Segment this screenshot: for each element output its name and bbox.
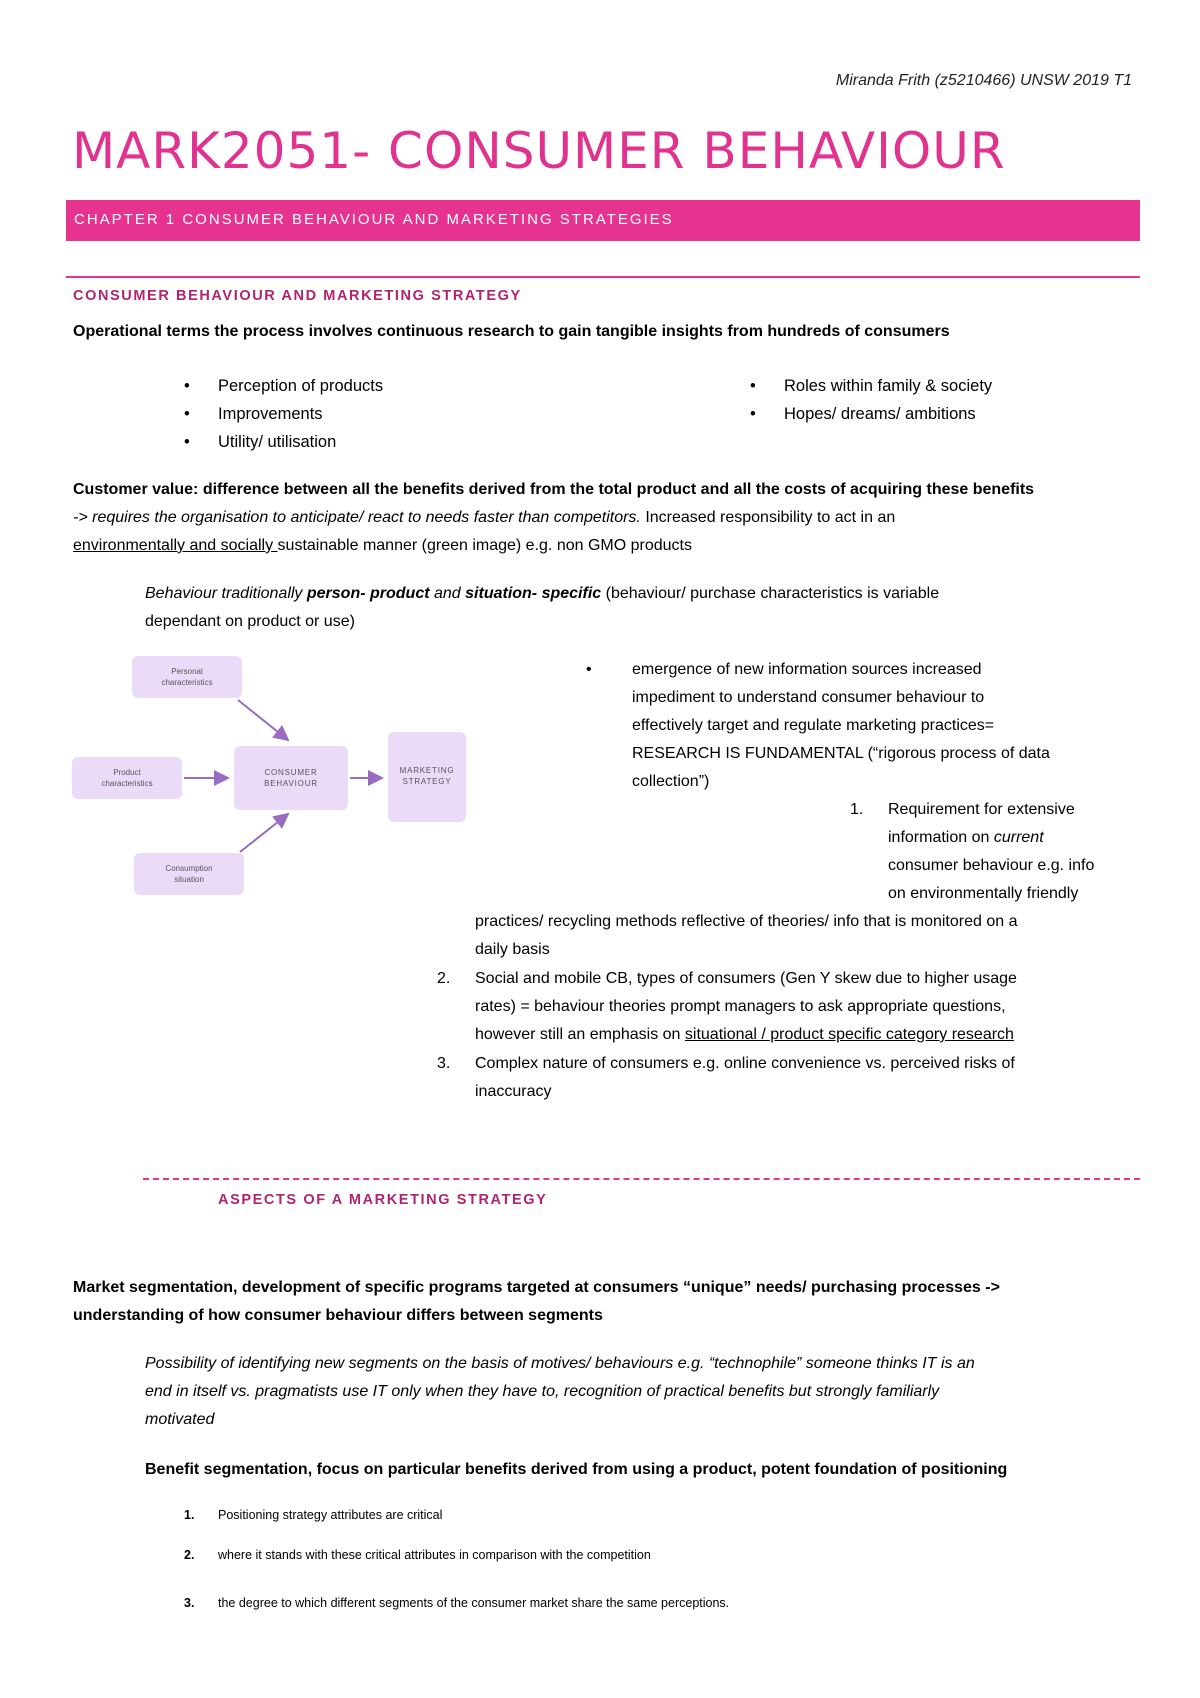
section-heading: CONSUMER BEHAVIOUR AND MARKETING STRATEGY — [73, 288, 522, 304]
item-line: rates) = behaviour theories prompt managers to ask appropriate questions, — [475, 998, 1006, 1015]
beh-bold-text: person- product — [306, 585, 430, 602]
cv-italic-text: -> requires the organisation to anticipate/ react to needs faster than competitors. — [73, 509, 641, 526]
cv-rest-text: Increased responsibility to act in an — [640, 509, 896, 526]
consumption-situation-box — [134, 853, 244, 895]
diagram-label: characteristics — [101, 779, 153, 788]
item-line: inaccuracy — [475, 1083, 552, 1100]
product-characteristics-box — [72, 757, 182, 799]
section-divider-dashed — [143, 1178, 1140, 1180]
cv-end-text: sustainable manner (green image) e.g. non GMO products — [277, 537, 692, 554]
possibility-paragraph — [145, 1350, 975, 1434]
bullet-line: effectively target and regulate marketing practices= — [632, 717, 995, 734]
arrow — [240, 814, 288, 852]
arrow — [238, 700, 288, 740]
list-item: • Hopes/ dreams/ ambitions — [750, 405, 976, 423]
intro-paragraph: Operational terms the process involves continuous research to gain tangible insights from hundreds of consumers — [73, 323, 950, 340]
list-item: • Perception of products — [184, 377, 384, 395]
paragraph-line: Market segmentation, development of specific programs targeted at consumers “unique” needs/ purchasing processes -> — [73, 1279, 1000, 1296]
beh-text: Behaviour traditionally — [145, 585, 307, 602]
item-italic-text: current — [993, 829, 1044, 846]
list-number: 2. — [184, 1548, 195, 1562]
consumer-behaviour-box — [234, 746, 348, 810]
list-item: • Utility/ utilisation — [184, 433, 337, 451]
item-line: Social and mobile CB, types of consumers (Gen Y skew due to higher usage — [475, 970, 1017, 987]
research-bullet — [586, 656, 1146, 796]
beh-bold-text: situation- specific — [465, 585, 602, 602]
list-number: 1. — [850, 801, 864, 818]
list-item: • Roles within family & society — [750, 377, 993, 395]
list-item-2 — [437, 965, 1017, 1049]
positioning-list-item — [184, 1508, 442, 1522]
personal-characteristics-box — [132, 656, 242, 698]
item-line: Complex nature of consumers e.g. online convenience vs. perceived risks of — [475, 1055, 1015, 1072]
item-line: daily basis — [475, 941, 550, 958]
item-underlined-text: situational / product specific category research — [684, 1026, 1014, 1043]
list-text: where it stands with these critical attributes in comparison with the competition — [218, 1548, 651, 1562]
list-number: 3. — [437, 1055, 451, 1072]
diagram-label: BEHAVIOUR — [264, 779, 318, 788]
diagram-label: STRATEGY — [402, 777, 452, 786]
positioning-list-item — [184, 1548, 651, 1562]
section-divider — [66, 276, 1140, 278]
bullet-line: impediment to understand consumer behaviour to — [632, 689, 985, 706]
list-item: • Improvements — [184, 405, 323, 423]
item-line: consumer behaviour e.g. info — [888, 857, 1095, 874]
paragraph-line: motivated — [145, 1411, 215, 1428]
item-line: information on — [888, 829, 994, 846]
behaviour-paragraph — [145, 580, 1145, 636]
item-line: Requirement for extensive — [888, 801, 1075, 818]
bullet-line: emergence of new information sources increased — [632, 661, 982, 678]
item-line: practices/ recycling methods reflective of theories/ info that is monitored on a — [475, 913, 1018, 930]
bullet-list-right — [750, 372, 992, 428]
list-text: the degree to which different segments of the consumer market share the same perceptions. — [218, 1596, 730, 1610]
diagram-label: Product — [113, 768, 141, 777]
paragraph-line: understanding of how consumer behaviour differs between segments — [73, 1307, 603, 1324]
document-title: MARK2051- CONSUMER BEHAVIOUR — [72, 122, 1006, 180]
chapter-banner — [66, 200, 1140, 241]
list-number: 2. — [437, 970, 451, 987]
diagram-label: MARKETING — [399, 766, 455, 775]
paragraph-line: Possibility of identifying new segments on the basis of motives/ behaviours e.g. “technophile” someone thinks IT is an — [145, 1355, 975, 1372]
benefit-segmentation: Benefit segmentation, focus on particular benefits derived from using a product, potent foundation of positioning — [145, 1461, 1008, 1478]
diagram-label: situation — [174, 875, 204, 884]
list-text: Positioning strategy attributes are critical — [218, 1508, 443, 1522]
bullet-line: RESEARCH IS FUNDAMENTAL (“rigorous process of data — [632, 745, 1050, 762]
chapter-title: CHAPTER 1 CONSUMER BEHAVIOUR AND MARKETING STRATEGIES — [74, 211, 674, 228]
positioning-list-item — [184, 1596, 729, 1610]
diagram-label: Personal — [171, 667, 203, 676]
bullet-list-left — [184, 372, 383, 456]
diagram-label: characteristics — [161, 678, 213, 687]
bullet-line: collection”) — [632, 773, 710, 790]
beh-rest-text: (behaviour/ purchase characteristics is variable — [601, 585, 940, 602]
author-line: Miranda Frith (z5210466) UNSW 2019 T1 — [835, 72, 1132, 89]
diagram-label: Consumption — [165, 864, 213, 873]
customer-value-paragraph — [73, 476, 1153, 560]
list-number: 3. — [184, 1596, 195, 1610]
beh-text: and — [429, 585, 466, 602]
list-item-3 — [437, 1050, 1015, 1106]
segmentation-paragraph — [73, 1274, 1000, 1330]
list-item-1 — [850, 796, 1094, 908]
cv-underlined-text: environmentally and socially — [73, 537, 278, 554]
list-item-1-continued — [475, 908, 1017, 964]
paragraph-line: end in itself vs. pragmatists use IT only when they have to, recognition of practical benefits but strongly familiarly — [145, 1383, 940, 1400]
customer-value-definition: Customer value: difference between all the benefits derived from the total product and all the costs of acquiring these benefits — [73, 481, 1035, 498]
item-line: however still an emphasis on — [475, 1026, 685, 1043]
list-number: 1. — [184, 1508, 195, 1522]
consumer-behaviour-diagram — [66, 650, 486, 910]
beh-rest-text: dependant on product or use) — [145, 613, 355, 630]
item-line: on environmentally friendly — [888, 885, 1079, 902]
bullet-dot: • — [586, 661, 592, 678]
section-heading: ASPECTS OF A MARKETING STRATEGY — [218, 1192, 548, 1208]
diagram-label: CONSUMER — [264, 768, 318, 777]
